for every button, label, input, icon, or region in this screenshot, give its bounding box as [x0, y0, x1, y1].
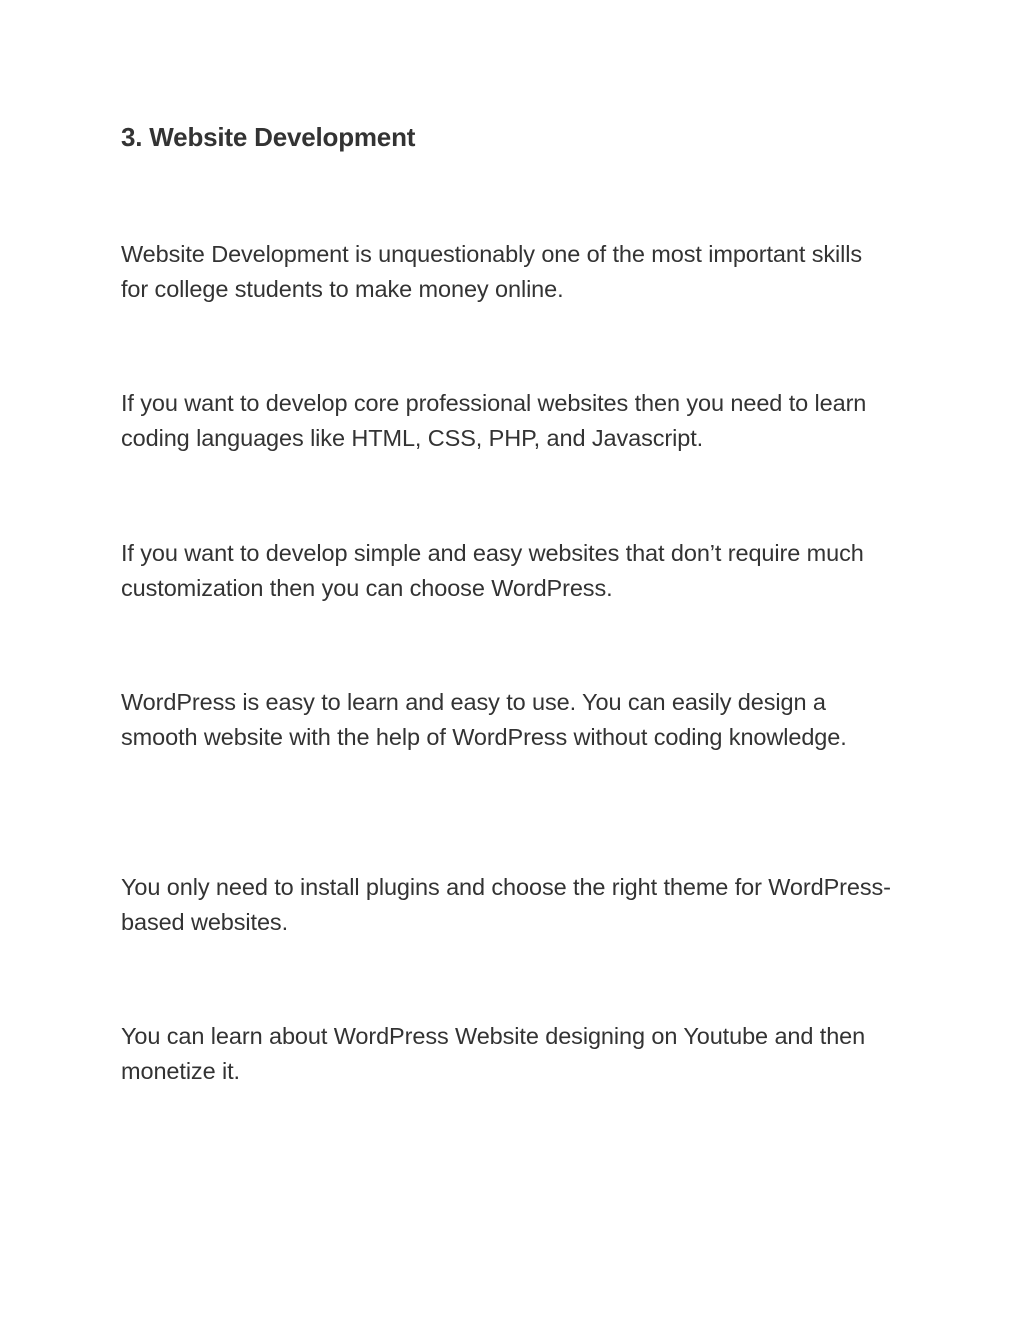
paragraph-5: You only need to install plugins and choose the right theme for WordPress-based websites.	[121, 874, 891, 935]
paragraph-1: Website Development is unquestionably one of the most important skills for college students to make money online.	[121, 241, 863, 302]
paragraph-3: If you want to develop simple and easy websites that don’t require much customization then you can choose WordPress.	[121, 540, 864, 601]
paragraph-6: You can learn about WordPress Website designing on Youtube and then monetize it.	[121, 1023, 866, 1084]
paragraph-4: WordPress is easy to learn and easy to use. You can easily design a smooth website with the help of WordPress without coding knowledge.	[121, 689, 847, 750]
paragraph-2: If you want to develop core professional websites then you need to learn coding languages like HTML, CSS, PHP, and Javascript.	[121, 390, 867, 451]
section-heading: 3. Website Development	[121, 122, 416, 152]
